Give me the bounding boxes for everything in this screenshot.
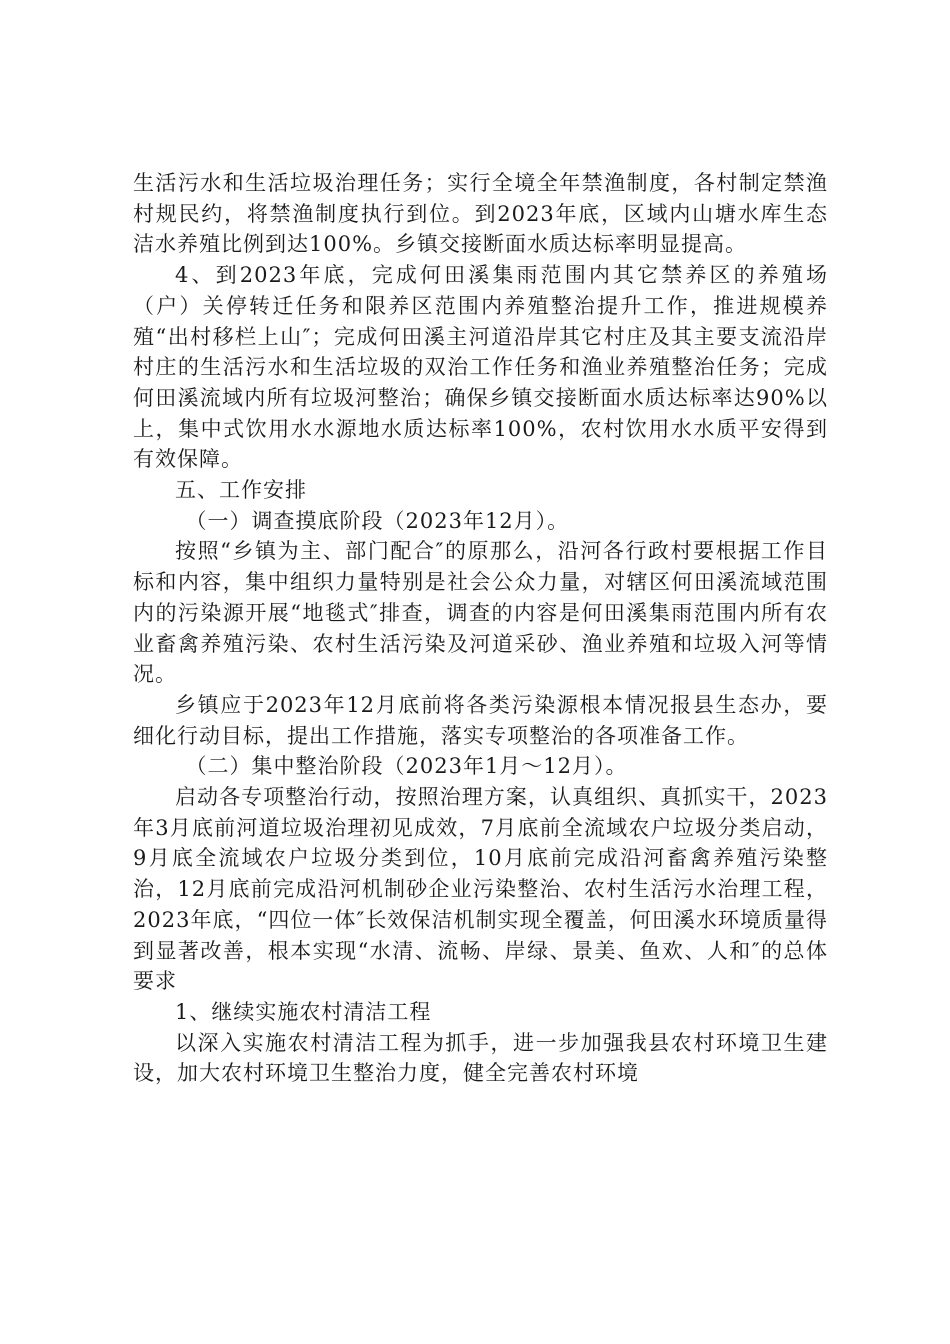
paragraph-rectification-actions: 启动各专项整治行动，按照治理方案，认真组织、真抓实干，2023年3月底前河道垃圾治理初见成效，7月底前全流域农户垃圾分类启动，9月底全流域农户垃圾分类到位，10月底前完成沿河畜禽养殖污染整治，12月底前完成沿河机制砂企业污染整治、农村生活污水治理工程，2023年底，“四位一体″长效保洁机制实现全覆盖，何田溪水环境质量得到显著改善，根本实现“水清、流畅、岸绿、景美、鱼欢、人和″的总体要求 (133, 785, 828, 994)
paragraph-item-4: 4、到2023年底，完成何田溪集雨范围内其它禁养区的养殖场（户）关停转迁任务和限养区范围内养殖整治提升工作，推进规模养殖“出村移栏上山″；完成何田溪主河道沿岸其它村庄及其主要支流沿岸村庄的生活污水和生活垃圾的双治工作任务和渔业养殖整治任务；完成何田溪流域内所有垃圾河整治；确保乡镇交接断面水质达标率达90%以上，集中式饮用水水源地水质达标率100%，农村饮用水水质平安得到有效保障。 (133, 263, 828, 472)
subsection-heading-survey-stage: （一）调查摸底阶段（2023年12月）。 (185, 508, 570, 533)
paragraph-rural-cleaning: 以深入实施农村清洁工程为抓手，进一步加强我县农村环境卫生建设，加大农村环境卫生整治力度，健全完善农村环境 (133, 1030, 828, 1086)
paragraph-survey-principle: 按照“乡镇为主、部门配合″的原那么，沿河各行政村要根据工作目标和内容，集中组织力量特别是社会公众力量，对辖区何田溪流域范围内的污染源开展“地毯式″排查，调查的内容是何田溪集雨范围内所有农业畜禽养殖污染、农村生活污染及河道采砂、渔业养殖和垃圾入河等情况。 (133, 539, 828, 687)
document-body (133, 168, 828, 1089)
item-heading-rural-cleaning-project: 1、继续实施农村清洁工程 (175, 999, 432, 1024)
paragraph-survey-deadline: 乡镇应于2023年12月底前将各类污染源根本情况报县生态办，要细化行动目标，提出工作措施，落实专项整治的各项准备工作。 (133, 692, 828, 748)
paragraph-continuation: 生活污水和生活垃圾治理任务；实行全境全年禁渔制度，各村制定禁渔村规民约，将禁渔制度执行到位。到2023年底，区域内山塘水库生态洁水养殖比例到达100%。乡镇交接断面水质达标率明显提高。 (133, 171, 828, 257)
subsection-heading-rectification-stage: （二）集中整治阶段（2023年1月～12月）。 (185, 754, 628, 779)
section-heading-work-arrangement: 五、工作安排 (175, 478, 307, 503)
